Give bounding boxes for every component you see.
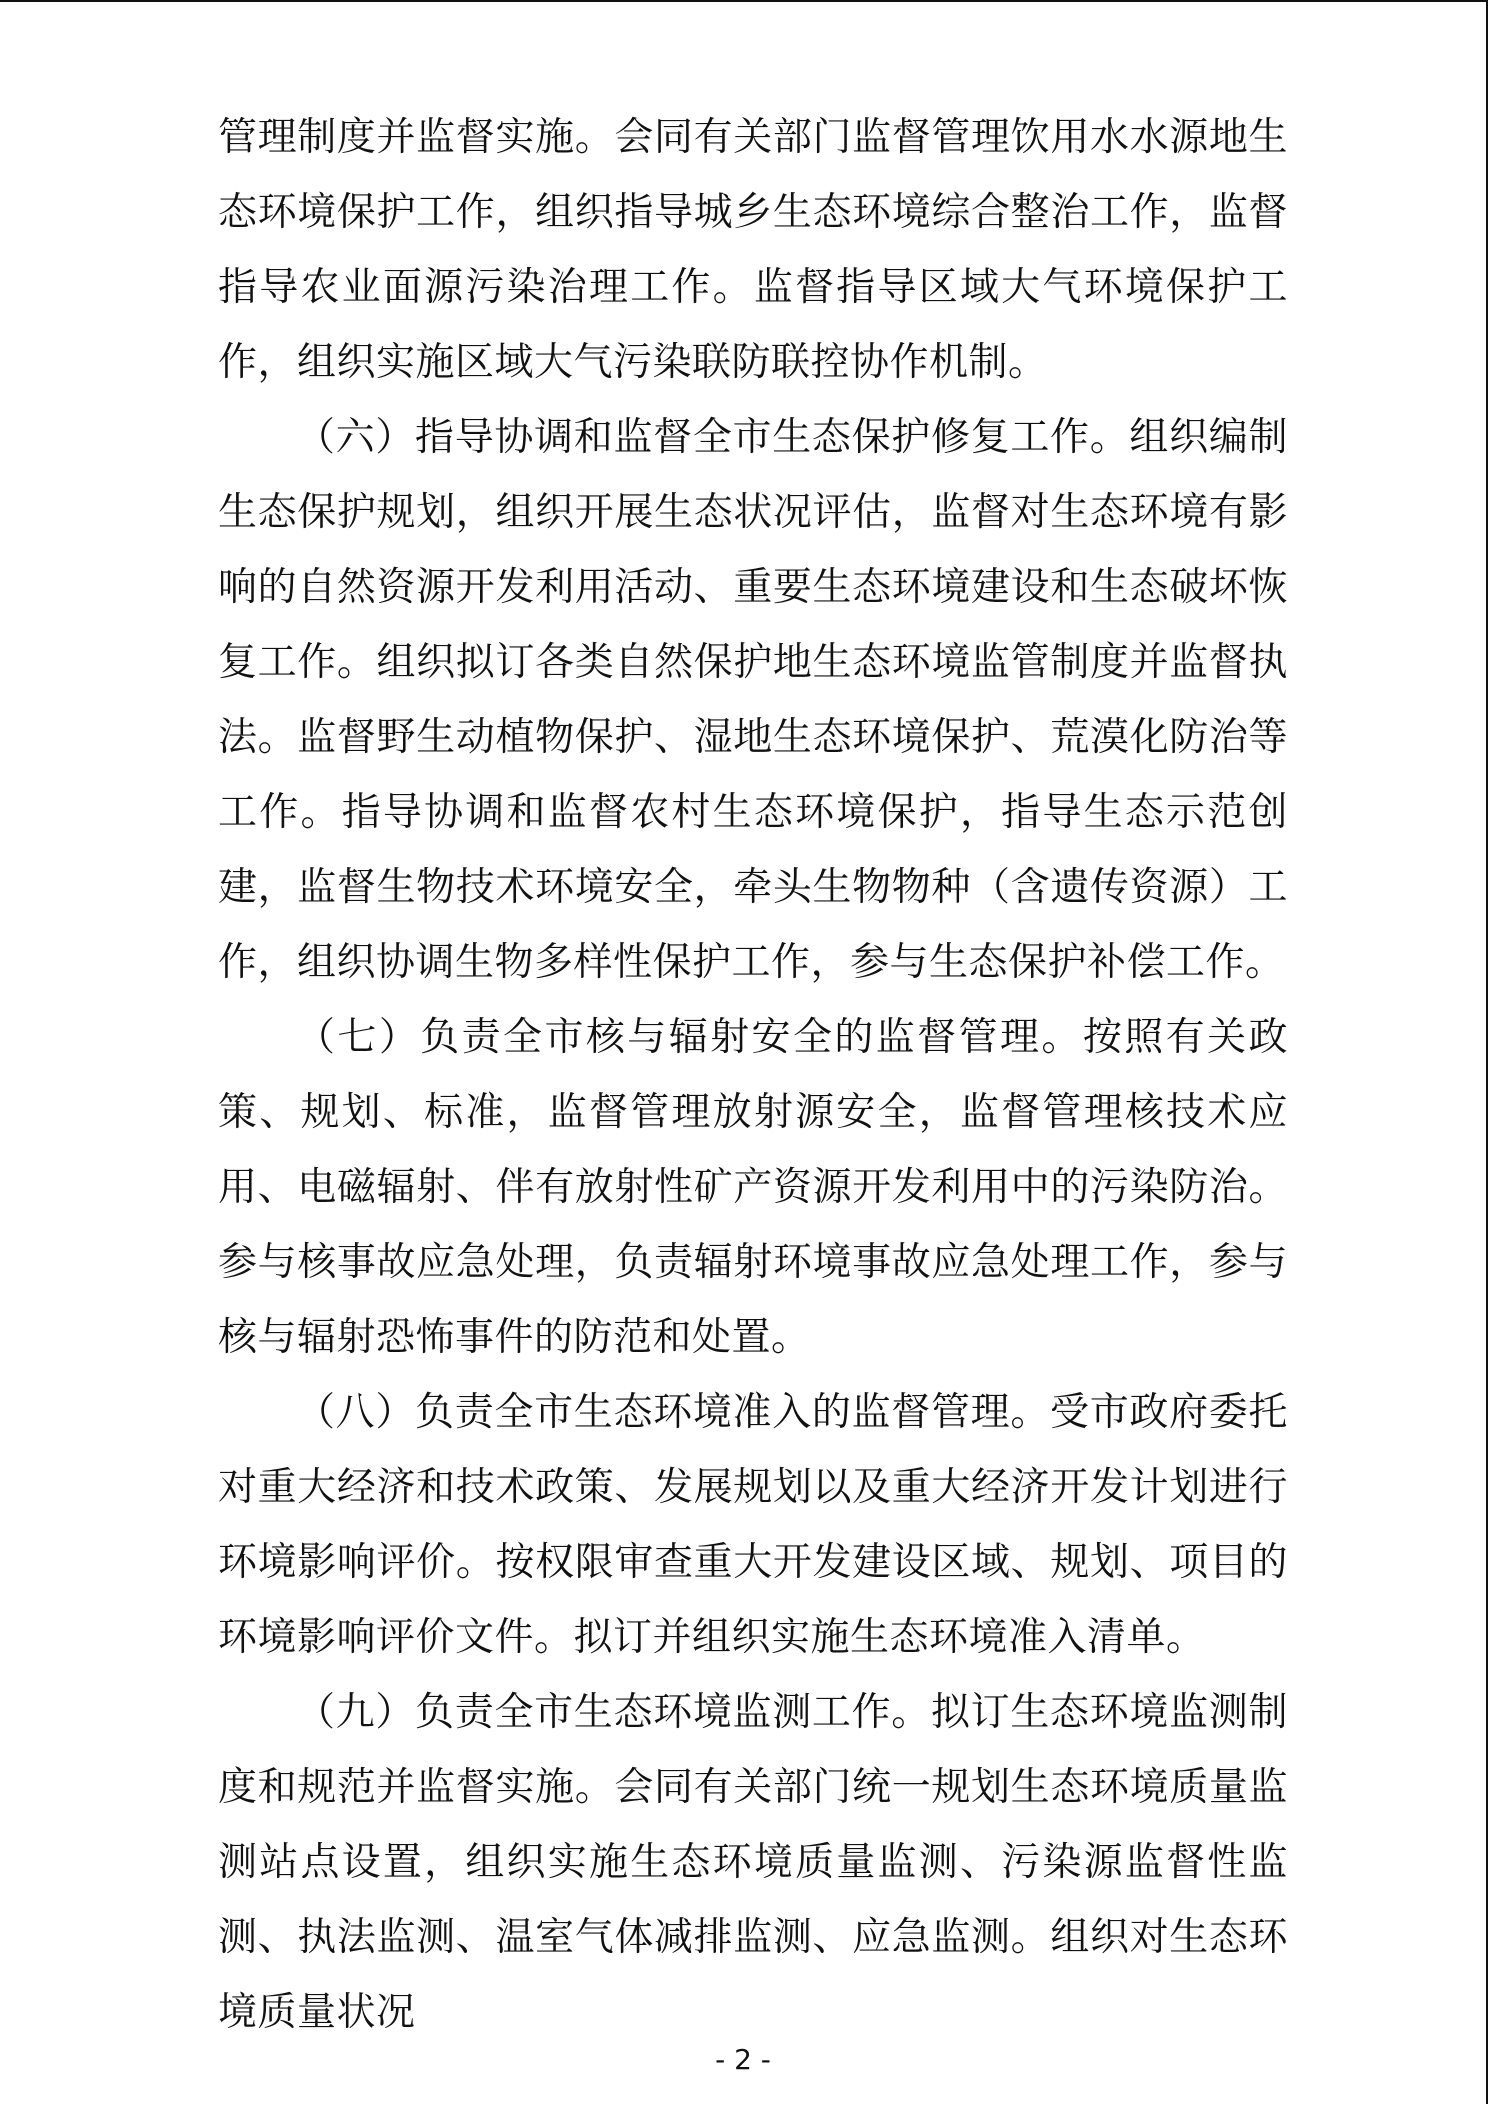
paragraph-continued: 管理制度并监督实施。会同有关部门监督管理饮用水水源地生态环境保护工作，组织指导城乡生态环境综合整治工作，监督指导农业面源污染治理工作。监督指导区域大气环境保护工作，组织实施区域大气污染联防联控协作机制。 [218, 115, 1288, 385]
page-number: - 2 - [715, 2043, 771, 2076]
document-body [218, 100, 1288, 2050]
paragraph-section-9: （九）负责全市生态环境监测工作。拟订生态环境监测制度和规范并监督实施。会同有关部门统一规划生态环境质量监测站点设置，组织实施生态环境质量监测、污染源监督性监测、执法监测、温室气体减排监测、应急监测。组织对生态环境质量状况 [218, 1690, 1288, 2035]
paragraph-section-8: （八）负责全市生态环境准入的监督管理。受市政府委托对重大经济和技术政策、发展规划以及重大经济开发计划进行环境影响评价。按权限审查重大开发建设区域、规划、项目的环境影响评价文件。拟订并组织实施生态环境准入清单。 [218, 1390, 1288, 1660]
paragraph-section-7: （七）负责全市核与辐射安全的监督管理。按照有关政策、规划、标准，监督管理放射源安全，监督管理核技术应用、电磁辐射、伴有放射性矿产资源开发利用中的污染防治。参与核事故应急处理，负责辐射环境事故应急处理工作，参与核与辐射恐怖事件的防范和处置。 [218, 1015, 1288, 1360]
paragraph-section-6: （六）指导协调和监督全市生态保护修复工作。组织编制生态保护规划，组织开展生态状况评估，监督对生态环境有影响的自然资源开发利用活动、重要生态环境建设和生态破坏恢复工作。组织拟订各类自然保护地生态环境监管制度并监督执法。监督野生动植物保护、湿地生态环境保护、荒漠化防治等工作。指导协调和监督农村生态环境保护，指导生态示范创建，监督生物技术环境安全，牵头生物物种（含遗传资源）工作，组织协调生物多样性保护工作，参与生态保护补偿工作。 [218, 415, 1288, 985]
